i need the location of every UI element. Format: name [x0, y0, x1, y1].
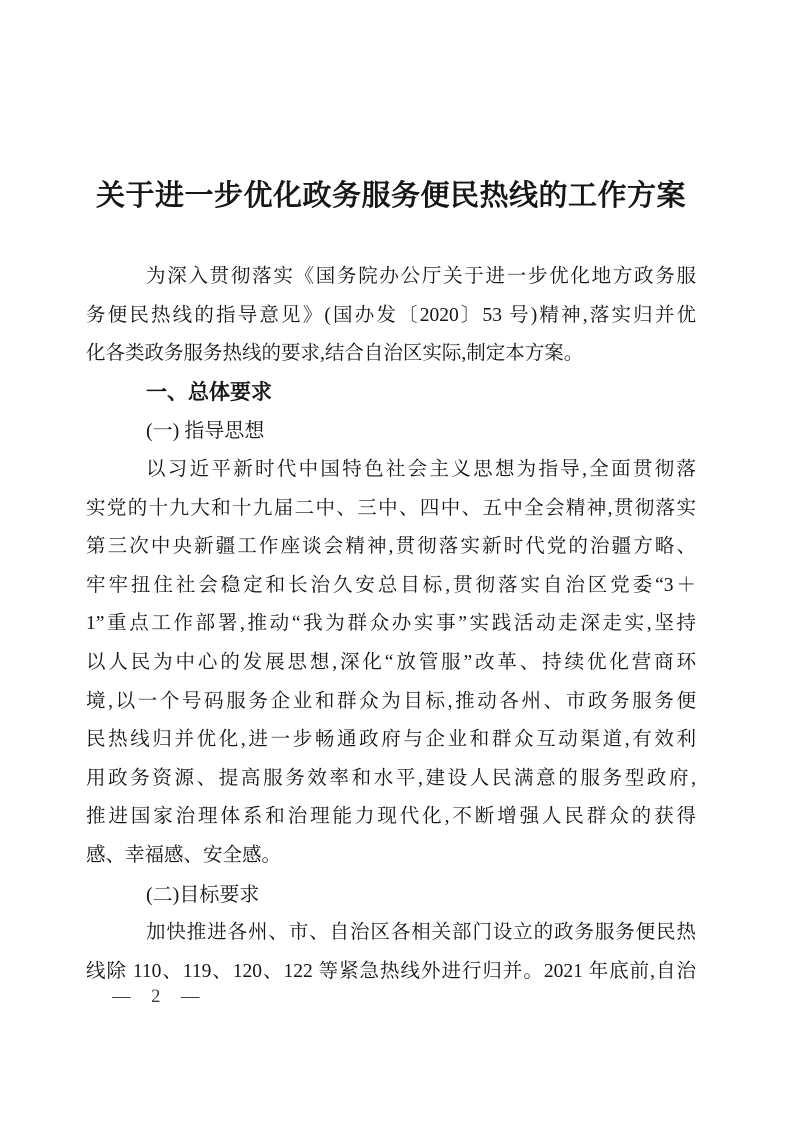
- text-line: (一) 指导思想: [146, 420, 265, 443]
- text-line: 民热线归并优化,进一步畅通政府与企业和群众互动渠道,有效利: [86, 729, 696, 751]
- section-heading1: [86, 374, 696, 413]
- text-line: 用政务资源、提高服务效率和水平,建设人民满意的服务型政府,: [86, 767, 696, 789]
- paragraph: [86, 914, 696, 991]
- text-line: 一、总体要求: [146, 380, 272, 404]
- text-line: 感、幸福感、安全感。: [86, 844, 282, 866]
- text-line: 境,以一个号码服务企业和群众为目标,推动各州、市政务服务便: [86, 690, 696, 712]
- text-line: 第三次中央新疆工作座谈会精神,贯彻落实新时代党的治疆方略、: [86, 536, 696, 558]
- paragraph: [86, 258, 696, 374]
- text-line: 务便民热线的指导意见》(国办发〔2020〕53 号)精神,落实归并优: [86, 304, 696, 326]
- text-line: 实党的十九大和十九届二中、三中、四中、五中全会精神,贯彻落实: [86, 497, 696, 519]
- paragraph: [86, 451, 696, 876]
- text-line: 以人民为中心的发展思想,深化“放管服”改革、持续优化营商环: [86, 651, 696, 673]
- text-line: 为深入贯彻落实《国务院办公厅关于进一步优化地方政务服: [146, 266, 696, 287]
- text-line: 加快推进各州、市、自治区各相关部门设立的政务服务便民热: [146, 922, 696, 944]
- text-line: (二)目标要求: [146, 883, 260, 906]
- text-line: 牢牢扭住社会稳定和长治久安总目标,贯彻落实自治区党委“3＋: [86, 574, 696, 596]
- text-line: 线除 110、119、120、122 等紧急热线外进行归并。2021 年底前,自治: [86, 960, 696, 982]
- page-number: — 2 —: [112, 987, 205, 1007]
- section-heading2: [86, 412, 696, 451]
- text-line: 推进国家治理体系和治理能力现代化,不断增强人民群众的获得: [86, 806, 696, 828]
- text-line: 以习近平新时代中国特色社会主义思想为指导,全面贯彻落: [146, 458, 696, 480]
- text-line: 1”重点工作部署,推动“我为群众办实事”实践活动走深走实,坚持: [86, 613, 696, 635]
- document-body: [86, 258, 696, 991]
- text-line: 化各类政务服务热线的要求,结合自治区实际,制定本方案。: [86, 343, 584, 365]
- document-title: 关于进一步优化政务服务便民热线的工作方案: [95, 180, 686, 212]
- section-heading2: [86, 876, 696, 915]
